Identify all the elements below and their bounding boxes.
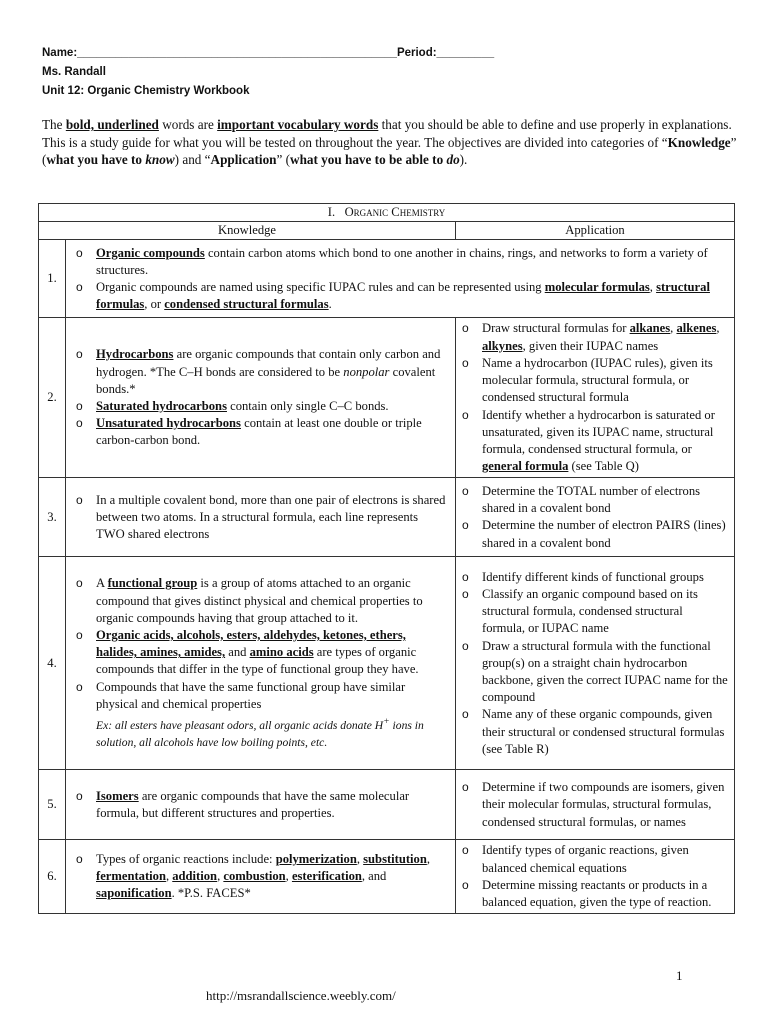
vocab-term: fermentation	[96, 869, 166, 884]
item-text: ,	[649, 279, 657, 294]
application-header: Application	[456, 222, 735, 240]
superscript: +	[383, 716, 390, 728]
row-number: 3.	[39, 478, 66, 557]
application-cell	[456, 840, 735, 914]
vocab-term: general formula	[482, 459, 569, 474]
list-item	[460, 517, 728, 551]
intro-text: ” (	[42, 134, 737, 167]
name-period-line: Name:__________________________________________________Period:_________	[42, 47, 495, 59]
item-text: Name any of these organic compounds, given their structural or condensed structural formulas (see Table R)	[482, 707, 725, 756]
list-item	[460, 638, 728, 707]
vocab-term: polymerization	[275, 852, 357, 866]
table-row	[39, 478, 735, 557]
row-number: 5.	[39, 770, 66, 840]
item-text: are types of organic compounds that differ in the type of functional group they have.	[96, 645, 419, 677]
vocab-term: molecular formulas	[544, 279, 650, 294]
list-item	[460, 569, 728, 586]
item-text: , given their IUPAC names	[522, 338, 659, 353]
knowledge-cell	[66, 557, 456, 770]
example-part: ions in solution, all alcohols have low boiling points, etc.	[96, 718, 424, 750]
intro-application: Application	[210, 152, 277, 167]
teacher-name: Ms. Randall	[42, 66, 106, 78]
item-text: are organic compounds that have the same molecular formula, but different structures and properties.	[96, 788, 410, 820]
vocab-term: substitution	[363, 852, 427, 866]
item-text: ,	[285, 869, 292, 884]
item-text: A	[96, 576, 108, 591]
list-item	[460, 407, 728, 476]
item-text: , and	[361, 869, 387, 884]
unit-title: Unit 12: Organic Chemistry Workbook	[42, 85, 250, 97]
item-text: ,	[217, 869, 224, 884]
table-row	[39, 557, 735, 770]
vocab-term: amino acids	[249, 645, 314, 660]
vocab-term: Hydrocarbons	[96, 347, 174, 362]
table-title-text: Organic Chemistry	[344, 205, 446, 219]
vocab-term: Organic compounds	[96, 245, 205, 260]
item-text: Organic compounds are named using specific IUPAC rules and can be represented using	[96, 279, 545, 294]
item-text: ,	[716, 321, 720, 336]
item-text: (see Table Q)	[568, 459, 639, 474]
list-item	[74, 575, 449, 627]
item-text: Compounds that have the same functional group have similar physical and chemical properties	[96, 679, 406, 711]
item-text: contain at least one double or triple carbon-carbon bond.	[96, 416, 422, 448]
list-item	[74, 415, 449, 449]
intro-do: do	[446, 152, 460, 167]
table-row	[39, 840, 735, 914]
list-item	[460, 586, 728, 638]
vocab-term: Saturated hydrocarbons	[96, 398, 227, 413]
list-item	[460, 779, 728, 831]
application-cell	[456, 478, 735, 557]
item-text: Name a hydrocarbon (IUPAC rules), given its molecular formula, structural formula, or condensed structural formula	[482, 355, 713, 405]
item-text: Determine the number of electron PAIRS (lines) shared in a covalent bond	[482, 518, 726, 550]
intro-text: ) and “	[174, 152, 211, 167]
table-title	[39, 204, 735, 222]
intro-knowledge: Knowledge	[667, 134, 731, 150]
example-part: Ex: all esters have pleasant odors, all organic acids donate H	[96, 718, 384, 732]
list-item	[460, 320, 728, 354]
vocab-term: Unsaturated hydrocarbons	[96, 416, 241, 431]
vocab-term: saponification	[96, 886, 172, 901]
objectives-table	[38, 203, 735, 914]
item-text: Draw structural formulas for	[482, 321, 630, 336]
intro-text: The	[42, 117, 66, 132]
application-cell	[456, 770, 735, 840]
table-row	[39, 318, 735, 478]
table-title-number: I.	[327, 205, 336, 219]
intro-vocab-term: important vocabulary words	[217, 117, 379, 132]
table-row	[39, 240, 735, 318]
vocab-term: condensed structural formulas	[164, 297, 329, 312]
vocab-term: addition	[172, 869, 218, 884]
intro-text: ).	[459, 152, 468, 167]
list-item	[74, 851, 449, 903]
item-text: Draw a structural formula with the functional group(s) on a straight chain hydrocarbon backbone, given the correct IUPAC name for the compound	[482, 638, 728, 705]
footer-url: http://msrandallscience.weebly.com/	[206, 988, 396, 1003]
item-italic: nonpolar	[343, 364, 390, 379]
knowledge-cell	[66, 478, 456, 557]
item-text: contain only single C–C bonds.	[226, 398, 389, 413]
item-text: contain carbon atoms which bond to one another in chains, rings, and networks to form a variety of structures.	[96, 245, 708, 277]
table-row	[39, 770, 735, 840]
knowledge-cell	[66, 840, 456, 914]
item-text: Determine the TOTAL number of electrons shared in a covalent bond	[482, 484, 701, 516]
item-text: .	[328, 297, 332, 312]
intro-text: words are	[158, 117, 218, 132]
item-text: is a group of atoms attached to an organic compound that gives distinct physical and chemical properties to organic compounds having that group attached to it.	[96, 576, 423, 625]
list-item	[74, 627, 449, 679]
list-item	[460, 706, 728, 758]
item-text: Types of organic reactions include:	[96, 852, 276, 866]
application-cell	[456, 557, 735, 770]
application-cell	[456, 318, 735, 478]
list-item	[460, 842, 728, 876]
vocab-term: alkanes	[629, 321, 671, 336]
item-text: ,	[356, 852, 364, 866]
intro-what-do: what you have to be able to	[290, 152, 447, 167]
intro-bold-underlined: bold, underlined	[65, 117, 159, 132]
item-text: ,	[426, 852, 431, 866]
vocab-term: functional group	[107, 576, 198, 591]
knowledge-cell	[66, 240, 735, 318]
item-text: Identify whether a hydrocarbon is saturated or unsaturated, given its IUPAC name, structural formula, condensed structural formula, or	[482, 407, 715, 456]
list-item	[74, 679, 449, 752]
knowledge-header: Knowledge	[39, 222, 456, 240]
list-item	[74, 346, 449, 398]
row-number: 2.	[39, 318, 66, 478]
item-text: . *P.S. FACES*	[171, 886, 251, 901]
list-item	[74, 492, 449, 544]
row-number: 6.	[39, 840, 66, 914]
intro-text: ” (	[276, 152, 291, 167]
vocab-term: alkenes	[676, 321, 717, 336]
item-text: and	[225, 645, 250, 660]
row-number: 1.	[39, 240, 66, 318]
item-text: ,	[670, 321, 677, 336]
list-item	[74, 788, 449, 822]
item-text: In a multiple covalent bond, more than one pair of electrons is shared between two atoms. In a structural formula, each line represents TWO shared electrons	[96, 492, 446, 541]
item-text: Classify an organic compound based on its structural formula, condensed structural formula, or IUPAC name	[482, 586, 698, 636]
intro-text: that you should be able to define and use properly in explanations. This is a study guide for what you will be tested on throughout the year. The objectives are divided into categories of “	[42, 117, 732, 150]
list-item	[460, 355, 728, 407]
item-text: Determine missing reactants or products in a balanced equation, given the type of reaction.	[482, 877, 712, 910]
list-item	[460, 877, 728, 911]
vocab-term: combustion	[223, 869, 286, 884]
list-item	[74, 245, 728, 279]
vocab-term: Organic acids, alcohols, esters, aldehydes, ketones, ethers, halides, amines, amides,	[96, 628, 406, 660]
vocab-term: alkynes	[482, 338, 523, 353]
list-item	[460, 483, 728, 517]
intro-what-know: what you have to	[46, 152, 146, 167]
item-text: Identify different kinds of functional groups	[482, 569, 704, 584]
item-text: , or	[144, 297, 165, 312]
list-item	[74, 279, 728, 313]
item-text: Determine if two compounds are isomers, given their molecular formulas, structural formulas, condensed structural formulas, or names	[482, 780, 725, 829]
example-text	[96, 716, 424, 750]
page-number: 1	[676, 968, 683, 983]
item-text: are organic compounds that contain only carbon and hydrogen. *The C–H bonds are considered to be	[96, 347, 441, 379]
intro-know: know	[145, 152, 175, 167]
vocab-term: esterification	[291, 869, 362, 884]
vocab-term: structural formulas	[96, 279, 710, 312]
knowledge-cell	[66, 770, 456, 840]
item-text: covalent bonds.*	[96, 364, 436, 396]
item-text: ,	[165, 869, 173, 884]
item-text: Identify types of organic reactions, given balanced chemical equations	[482, 843, 689, 875]
intro-paragraph	[42, 116, 742, 169]
vocab-term: Isomers	[96, 788, 139, 803]
knowledge-cell	[66, 318, 456, 478]
row-number: 4.	[39, 557, 66, 770]
list-item	[74, 398, 449, 415]
